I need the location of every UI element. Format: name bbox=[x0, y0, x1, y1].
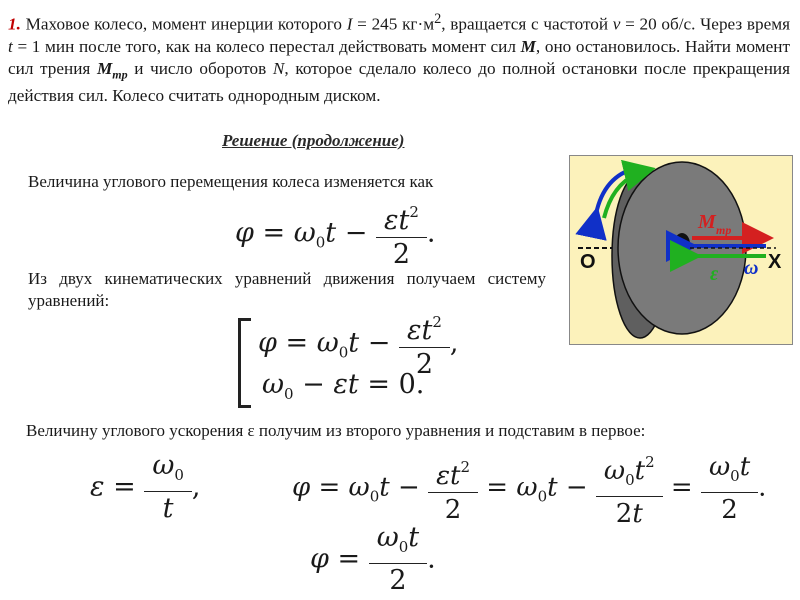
period: . bbox=[426, 217, 436, 249]
t-symbol: t bbox=[421, 315, 433, 346]
omega-symbol: ω bbox=[152, 450, 175, 481]
equals-sign: = bbox=[113, 471, 136, 503]
phi-symbol: φ bbox=[292, 472, 311, 503]
period: . bbox=[427, 543, 436, 575]
system-equation-2 bbox=[262, 369, 424, 403]
denominator-two: 2 bbox=[428, 492, 478, 527]
phi-symbol: φ bbox=[258, 327, 277, 359]
problem-text-4: = 20 об/с. Через время bbox=[620, 14, 790, 34]
flywheel-svg bbox=[570, 156, 792, 344]
problem-text-8: , которое сделало колесо до полной остановки после прекращения действия сил. Колесо считать однородным диском. bbox=[8, 58, 790, 106]
minus-sign: − bbox=[398, 472, 420, 503]
subscript-zero: 0 bbox=[174, 466, 184, 484]
epsilon-symbol: ε bbox=[333, 369, 348, 400]
label-X: X bbox=[768, 251, 782, 273]
equals-sign: = bbox=[670, 472, 693, 503]
friction-moment-symbol: M bbox=[96, 58, 113, 78]
revolutions-symbol: N bbox=[272, 58, 285, 78]
subscript-zero: 0 bbox=[315, 233, 326, 252]
omega-symbol: ω bbox=[376, 522, 399, 553]
comma: , bbox=[191, 471, 201, 503]
problem-text-1: Маховое колесо, момент инерции которого bbox=[20, 14, 347, 34]
epsilon-symbol: ε bbox=[90, 471, 105, 503]
equation-final bbox=[310, 522, 436, 598]
fraction bbox=[148, 450, 188, 526]
t-symbol: t bbox=[325, 217, 337, 249]
equals-sign: = bbox=[367, 369, 390, 400]
omega-symbol: ω bbox=[262, 369, 285, 400]
fraction bbox=[600, 446, 659, 531]
equation-epsilon bbox=[90, 450, 200, 526]
t-symbol: t bbox=[632, 499, 643, 529]
t-symbol: t bbox=[450, 460, 461, 491]
denominator-two: 2 bbox=[399, 347, 450, 382]
subscript-zero: 0 bbox=[398, 538, 409, 556]
omega-symbol: ω bbox=[348, 472, 370, 503]
subscript-zero: 0 bbox=[625, 471, 635, 489]
t-symbol: t bbox=[408, 522, 420, 553]
solution-heading: Решение (продолжение) bbox=[222, 131, 405, 150]
epsilon-symbol: ε bbox=[383, 205, 399, 236]
t-symbol: t bbox=[398, 205, 410, 236]
label-epsilon: ε bbox=[710, 263, 719, 285]
label-M-subscript: тр bbox=[716, 223, 732, 237]
frequency-symbol: ν bbox=[612, 14, 621, 34]
friction-moment-subscript: тр bbox=[112, 67, 128, 82]
minus-sign: − bbox=[367, 327, 391, 359]
equals-sign: = bbox=[262, 217, 286, 249]
subscript-zero: 0 bbox=[338, 343, 349, 362]
epsilon-symbol: ε bbox=[436, 460, 451, 491]
paragraph-kinematic-system: Из двух кинематических уравнений движения получаем систему уравнений: bbox=[28, 269, 546, 310]
problem-text-6: , оно остановилось. Найти момент сил трения bbox=[8, 36, 790, 78]
exponent-two: 2 bbox=[645, 453, 655, 471]
t-symbol: t bbox=[347, 369, 359, 400]
label-M: M bbox=[698, 211, 716, 233]
denominator-two: 2 bbox=[701, 492, 758, 527]
fraction bbox=[705, 451, 754, 527]
t-symbol: t bbox=[739, 451, 751, 482]
subscript-zero: 0 bbox=[284, 385, 294, 403]
equation-substitution bbox=[292, 446, 766, 531]
problem-text-2: = 245 кг·м bbox=[352, 14, 435, 34]
subscript-zero: 0 bbox=[730, 466, 740, 485]
omega-symbol: ω bbox=[316, 327, 339, 359]
period: . bbox=[758, 472, 767, 503]
exponent-two: 2 bbox=[432, 313, 442, 331]
problem-number: 1. bbox=[8, 14, 21, 34]
t-symbol: t bbox=[547, 472, 558, 503]
fraction bbox=[380, 196, 423, 272]
omega-symbol: ω bbox=[516, 472, 538, 503]
fraction bbox=[432, 451, 474, 527]
equals-sign: = bbox=[337, 543, 361, 575]
equals-sign: = bbox=[318, 472, 341, 503]
omega-symbol: ω bbox=[708, 451, 731, 482]
t-symbol: t bbox=[379, 472, 390, 503]
equals-sign: = bbox=[285, 327, 309, 359]
epsilon-symbol: ε bbox=[406, 315, 422, 346]
exponent-two: 2 bbox=[409, 203, 419, 221]
denominator-two: 2 bbox=[615, 499, 633, 529]
zero-value: 0. bbox=[398, 369, 425, 400]
exponent-two: 2 bbox=[460, 457, 471, 476]
subscript-zero: 0 bbox=[369, 487, 380, 506]
problem-text-7: и число оборотов bbox=[127, 58, 273, 78]
denominator-two: 2 bbox=[369, 563, 427, 598]
t-symbol: t bbox=[634, 456, 646, 486]
phi-symbol: φ bbox=[310, 543, 329, 575]
system-brace bbox=[238, 318, 251, 408]
omega-symbol: ω bbox=[603, 456, 626, 486]
equation-displacement bbox=[235, 196, 435, 272]
label-O: O bbox=[580, 251, 596, 273]
phi-symbol: φ bbox=[235, 217, 254, 249]
subscript-zero: 0 bbox=[537, 487, 548, 506]
problem-text-3: , вращается с частотой bbox=[441, 14, 613, 34]
flywheel-figure bbox=[569, 155, 793, 345]
problem-text-5: = 1 мин после того, как на колесо перестал действовать момент сил bbox=[12, 36, 521, 56]
moment-symbol: M bbox=[520, 36, 536, 56]
paragraph-angular-acceleration: Величину углового ускорения ε получим из второго уравнения и подставим в первое: bbox=[26, 421, 646, 440]
comma: , bbox=[449, 327, 459, 359]
omega-symbol: ω bbox=[293, 217, 316, 249]
time-symbol: t bbox=[8, 36, 13, 56]
inertia-symbol: I bbox=[346, 14, 353, 34]
minus-sign: − bbox=[344, 217, 368, 249]
label-omega: ω bbox=[744, 257, 759, 279]
fraction bbox=[373, 522, 423, 598]
problem-statement bbox=[8, 8, 790, 107]
minus-sign: − bbox=[302, 369, 325, 400]
denominator-two: 2 bbox=[376, 237, 427, 272]
disk-hub bbox=[674, 233, 690, 255]
minus-sign: − bbox=[565, 472, 588, 503]
paragraph-angular-displacement: Величина углового перемещения колеса изменяется как bbox=[28, 172, 434, 191]
denominator-t: t bbox=[144, 491, 192, 526]
equals-sign: = bbox=[486, 472, 509, 503]
unit-exponent: 2 bbox=[434, 11, 442, 27]
t-symbol: t bbox=[348, 327, 360, 359]
